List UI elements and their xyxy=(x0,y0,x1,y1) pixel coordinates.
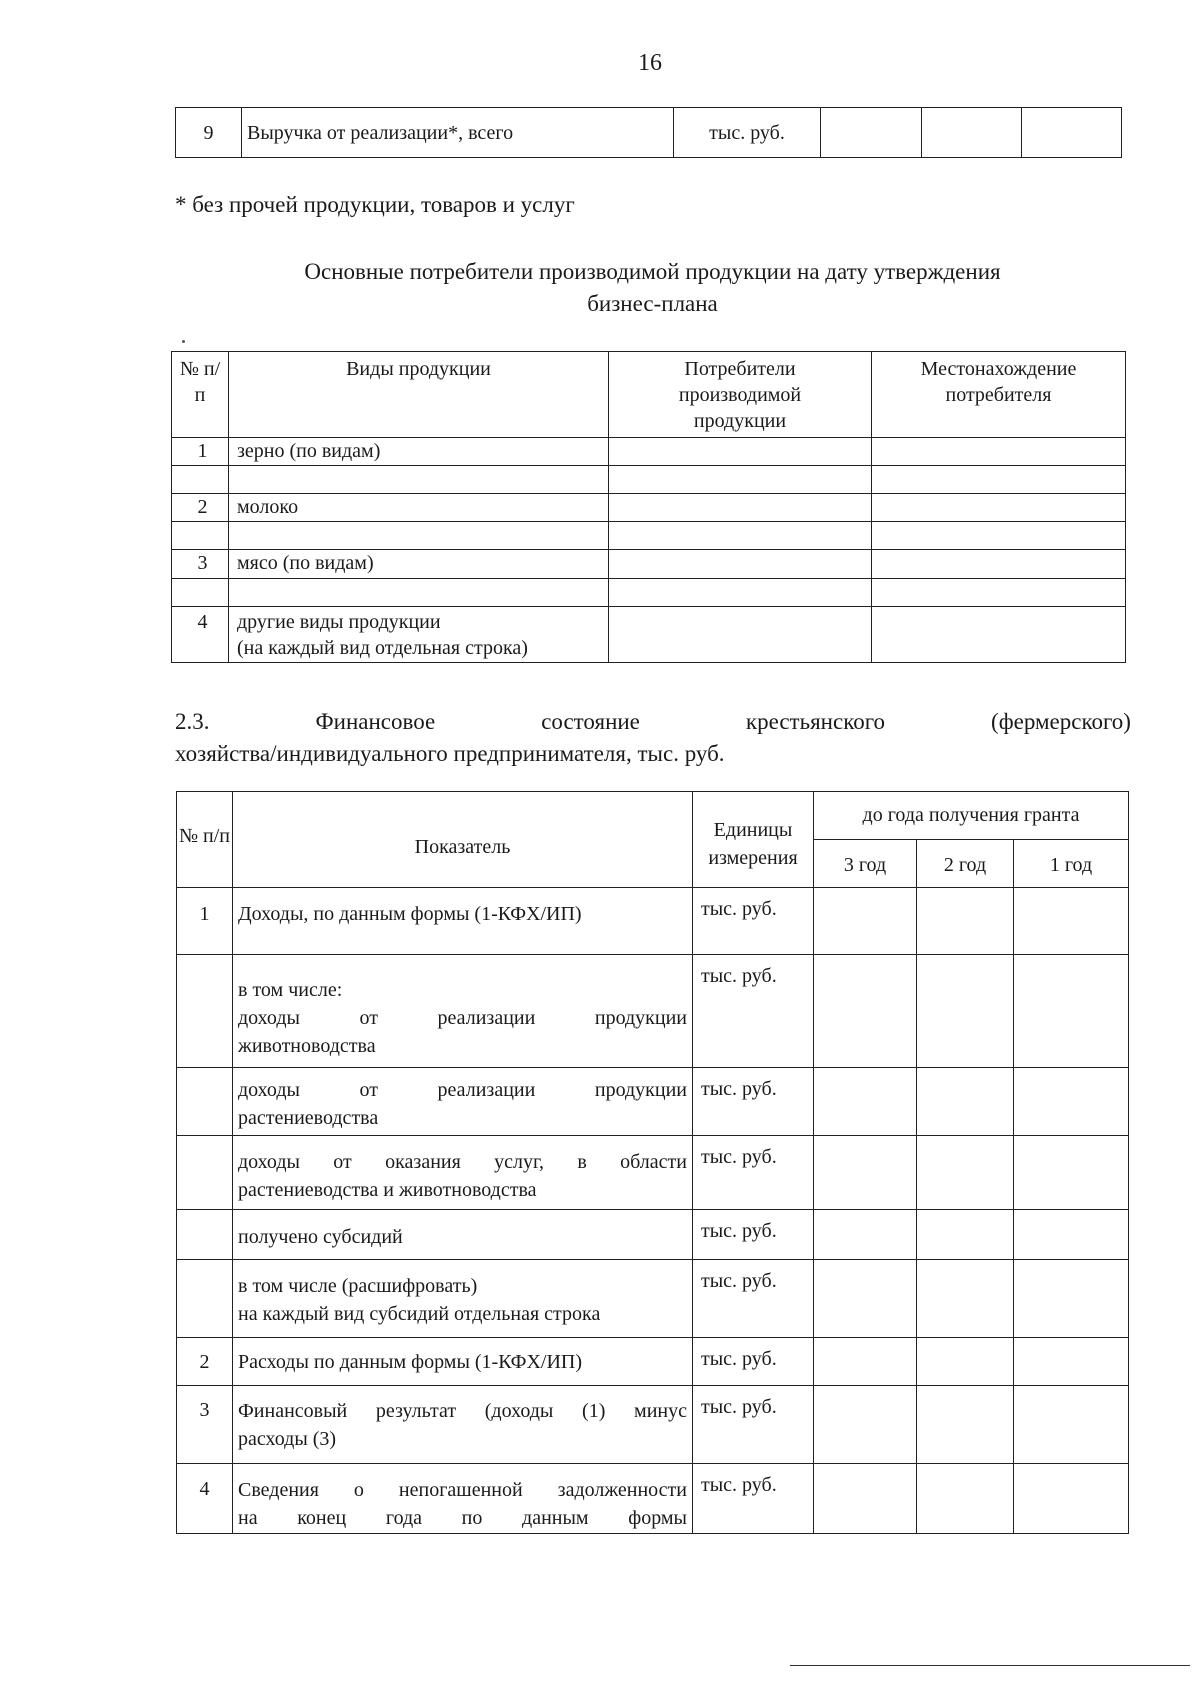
consumer-cell xyxy=(609,550,872,579)
indicator-line: Финансовый результат (доходы (1) минус xyxy=(238,1400,687,1422)
footnote: * без прочей продукции, товаров и услуг xyxy=(175,192,575,217)
table-row xyxy=(172,522,1126,550)
finance-table xyxy=(176,791,1129,1534)
row-number: 4 xyxy=(172,607,229,663)
indicator-line: Сведения о непогашенной задолженности xyxy=(238,1479,687,1501)
header-product: Виды продукции xyxy=(229,352,609,438)
value-cell xyxy=(1022,108,1122,158)
product-cell: молоко xyxy=(229,494,609,522)
row-number: 9 xyxy=(176,108,242,158)
row-number: 2 xyxy=(172,494,229,522)
consumers-table xyxy=(171,351,1126,663)
unit-cell: тыс. руб. xyxy=(693,1464,814,1534)
header-num: № п/п xyxy=(172,352,229,438)
heading-word: состояние xyxy=(541,709,640,734)
consumers-title-line2: бизнес-плана xyxy=(587,291,718,316)
header-year3: 3 год xyxy=(814,840,917,888)
table-row xyxy=(172,550,1126,579)
indicator-line: растениеводства xyxy=(238,1107,379,1129)
header-row xyxy=(177,792,1129,840)
finance-heading xyxy=(175,706,1131,770)
row-number: 2 xyxy=(177,1338,233,1386)
indicator-cell xyxy=(233,1260,693,1338)
unit-cell: тыс. руб. xyxy=(693,1210,814,1260)
row-number: 3 xyxy=(177,1386,233,1464)
location-cell xyxy=(872,550,1126,579)
location-cell xyxy=(872,607,1126,663)
indicator-cell: получено субсидий xyxy=(233,1210,693,1260)
product-cell: зерно (по видам) xyxy=(229,438,609,466)
header-row xyxy=(172,352,1126,438)
indicator-cell: Доходы, по данным формы (1-КФХ/ИП) xyxy=(233,888,693,955)
indicator-cell xyxy=(233,1464,693,1534)
table-row xyxy=(176,108,1122,158)
row-number: 1 xyxy=(177,888,233,955)
table-row xyxy=(177,955,1129,1068)
header-location: Местонахождение потребителя xyxy=(872,352,1126,438)
consumer-cell xyxy=(609,607,872,663)
unit-cell: тыс. руб. xyxy=(693,955,814,1068)
header-num: № п/п xyxy=(177,792,233,888)
product-cell: мясо (по видам) xyxy=(229,550,609,579)
heading-word: Финансовое xyxy=(315,709,436,734)
row-number xyxy=(177,1136,233,1210)
row-number xyxy=(177,955,233,1068)
header-year1: 1 год xyxy=(1014,840,1129,888)
table-row xyxy=(172,607,1126,663)
finance-heading-line1 xyxy=(175,706,1131,738)
indicator-line: животноводства xyxy=(238,1035,376,1057)
heading-word: крестьянского xyxy=(745,709,886,734)
table-row xyxy=(177,1260,1129,1338)
unit-cell: тыс. руб. xyxy=(693,1068,814,1136)
table-row xyxy=(177,888,1129,955)
product-line: другие виды продукции xyxy=(237,611,441,633)
row-number xyxy=(177,1260,233,1338)
indicator-line: доходы от оказания услуг, в области xyxy=(238,1151,687,1173)
revenue-table xyxy=(175,107,1122,158)
heading-word: 2.3. xyxy=(175,709,210,734)
header-year2: 2 год xyxy=(917,840,1014,888)
indicator-line: на каждый вид субсидий отдельная строка xyxy=(238,1303,601,1325)
unit-cell: тыс. руб. xyxy=(693,1136,814,1210)
indicator-line: расходы (3) xyxy=(238,1428,337,1450)
row-number: 1 xyxy=(172,438,229,466)
indicator-cell xyxy=(233,1068,693,1136)
product-line: (на каждый вид отдельная строка) xyxy=(237,637,528,659)
table-row xyxy=(177,1386,1129,1464)
table-row xyxy=(172,438,1126,466)
unit-cell: тыс. руб. xyxy=(693,1260,814,1338)
footer-rule xyxy=(790,1665,1190,1666)
consumer-cell xyxy=(609,438,872,466)
table-row xyxy=(172,466,1126,494)
unit-cell: тыс. руб. xyxy=(674,108,821,158)
table-row xyxy=(177,1338,1129,1386)
consumers-title xyxy=(185,256,1120,320)
header-indicator: Показатель xyxy=(233,792,693,888)
finance-heading-line2: хозяйства/индивидуального предпринимателя, тыс. руб. xyxy=(175,741,725,766)
product-cell xyxy=(229,607,609,663)
location-cell xyxy=(872,438,1126,466)
row-number xyxy=(177,1210,233,1260)
row-number: 3 xyxy=(172,550,229,579)
table-row xyxy=(172,579,1126,607)
header-consumers: Потребители производимой продукции xyxy=(609,352,872,438)
indicator-line: доходы от реализации продукции xyxy=(238,1007,687,1029)
row-number xyxy=(177,1068,233,1136)
consumer-cell xyxy=(609,494,872,522)
indicator-cell xyxy=(233,1386,693,1464)
value-cell xyxy=(922,108,1022,158)
table-row xyxy=(172,494,1126,522)
row-number: 4 xyxy=(177,1464,233,1534)
table-row xyxy=(177,1210,1129,1260)
heading-word: (фермерского) xyxy=(991,709,1131,734)
unit-cell: тыс. руб. xyxy=(693,1338,814,1386)
indicator-line: доходы от реализации продукции xyxy=(238,1079,687,1101)
table-row xyxy=(177,1068,1129,1136)
indicator-cell xyxy=(233,1136,693,1210)
row-label: Выручка от реализации*, всего xyxy=(242,108,674,158)
indicator-line: на конец года по данным формы xyxy=(238,1507,687,1529)
indicator-line: растениеводства и животноводства xyxy=(238,1179,537,1201)
indicator-line: в том числе (расшифровать) xyxy=(238,1275,478,1297)
consumers-title-line1: Основные потребители производимой продукции на дату утверждения xyxy=(304,259,1001,284)
unit-cell: тыс. руб. xyxy=(693,888,814,955)
table-row xyxy=(177,1464,1129,1534)
header-unit: Единицы измерения xyxy=(693,792,814,888)
location-cell xyxy=(872,494,1126,522)
table-row xyxy=(177,1136,1129,1210)
header-period: до года получения гранта xyxy=(814,792,1129,840)
stray-dot xyxy=(182,340,185,343)
page-number: 16 xyxy=(638,50,662,76)
indicator-line: в том числе: xyxy=(238,979,343,1001)
indicator-cell xyxy=(233,955,693,1068)
indicator-cell: Расходы по данным формы (1-КФХ/ИП) xyxy=(233,1338,693,1386)
value-cell xyxy=(821,108,922,158)
unit-cell: тыс. руб. xyxy=(693,1386,814,1464)
